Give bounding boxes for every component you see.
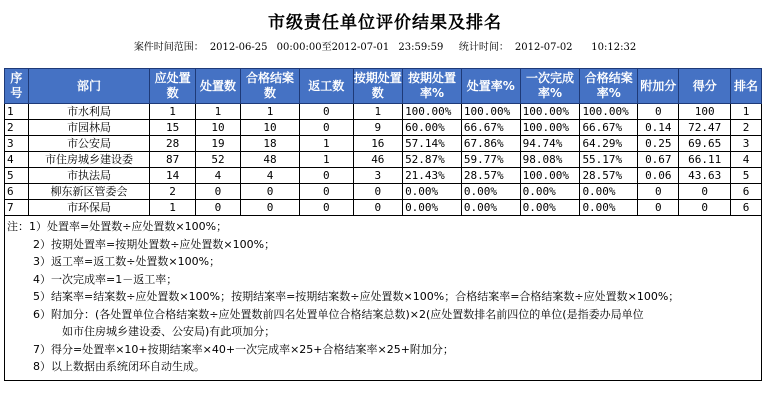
cell-dept: 市园林局 [28,120,150,136]
cell-due: 14 [150,168,195,184]
header-cell: 合格结案数 [241,69,300,104]
cell-ontime-rate: 21.43% [403,168,462,184]
cell-dept: 市住房城乡建设委 [28,152,150,168]
stat-label: 统计时间： [458,42,509,53]
cell-first-pass-rate: 94.74% [520,136,580,152]
note-line: 6）附加分：(各处置单位合格结案数÷应处置数前四名处置单位合格结案总数)×2(应处置数排名前四位的单位(是指委办局单位 [33,307,644,321]
cell-qualified: 4 [241,168,300,184]
cell-handle-rate: 67.86% [461,136,520,152]
cell-ontime-rate: 0.00% [403,200,462,216]
note-line: 2）按期处置率=按期处置数÷应处置数×100%； [33,237,276,251]
cell-handle-rate: 0.00% [461,200,520,216]
cell-handled: 19 [195,136,240,152]
cell-index: 7 [5,200,29,216]
cell-rework: 1 [299,152,353,168]
header-cell: 按期处置数 [353,69,403,104]
cell-rework: 0 [299,168,353,184]
cell-qualified: 48 [241,152,300,168]
note-line: 5）结案率=结案数÷应处置数×100%；按期结案率=按期结案数÷应处置数×100%；合格结案率=合格结案数÷应处置数×100%； [33,290,680,303]
cell-rank: 6 [731,184,762,200]
cell-score: 0 [679,184,731,200]
cell-first-pass-rate: 0.00% [520,184,580,200]
cell-bonus: 0.06 [638,168,679,184]
notes-block [4,216,762,381]
range-end-time: 23:59:59 [398,42,444,53]
cell-score: 0 [679,200,731,216]
header-cell: 得分 [679,69,731,104]
cell-handle-rate: 66.67% [461,120,520,136]
header-cell: 排名 [731,69,762,104]
cell-bonus: 0 [638,184,679,200]
cell-bonus: 0 [638,200,679,216]
note-line: 如市住房城乡建设委、公安局)有此项加分； [62,325,276,338]
cell-ontime: 0 [353,200,403,216]
note-line: 8）以上数据由系统闭环自动生成。 [33,360,205,373]
cell-rank: 5 [731,168,762,184]
cell-qualified-rate: 0.00% [580,200,638,216]
header-cell: 返工数 [299,69,353,104]
cell-bonus: 0.14 [638,120,679,136]
cell-index: 6 [5,184,29,200]
cell-dept: 市环保局 [28,200,150,216]
cell-rank: 2 [731,120,762,136]
note-line: 4）一次完成率=1－返工率； [33,272,178,286]
cell-qualified: 1 [241,104,300,120]
cell-qualified-rate: 64.29% [580,136,638,152]
cell-ontime: 0 [353,184,403,200]
cell-rank: 1 [731,104,762,120]
cell-score: 69.65 [679,136,731,152]
range-start: 2012-06-25 [209,42,268,53]
cell-due: 15 [150,120,195,136]
stat-date: 2012-07-02 [514,42,573,53]
cell-dept: 市公安局 [28,136,150,152]
cell-qualified-rate: 28.57% [580,168,638,184]
stat-time: 10:12:32 [591,42,637,53]
cell-rank: 4 [731,152,762,168]
cell-handled: 1 [195,104,240,120]
cell-ontime: 9 [353,120,403,136]
cell-qualified: 0 [241,200,300,216]
cell-first-pass-rate: 0.00% [520,200,580,216]
cell-rework: 0 [299,104,353,120]
cell-rework: 0 [299,120,353,136]
cell-index: 5 [5,168,29,184]
cell-due: 28 [150,136,195,152]
table-row [5,152,762,168]
table-row [5,200,762,216]
table-row [5,168,762,184]
report-meta [0,38,770,53]
cell-qualified-rate: 66.67% [580,120,638,136]
header-cell: 处置率% [461,69,520,104]
cell-bonus: 0.25 [638,136,679,152]
header-cell: 合格结案率% [580,69,638,104]
table-row [5,136,762,152]
cell-index: 4 [5,152,29,168]
cell-index: 1 [5,104,29,120]
table-row [5,104,762,120]
cell-first-pass-rate: 100.00% [520,168,580,184]
cell-qualified-rate: 55.17% [580,152,638,168]
cell-due: 1 [150,104,195,120]
cell-ontime: 46 [353,152,403,168]
cell-rank: 6 [731,200,762,216]
cell-handle-rate: 28.57% [461,168,520,184]
cell-qualified-rate: 0.00% [580,184,638,200]
cell-ontime-rate: 100.00% [403,104,462,120]
cell-first-pass-rate: 100.00% [520,104,580,120]
range-start-time: 00:00:00至2012-07-01 [276,42,390,53]
cell-ontime-rate: 0.00% [403,184,462,200]
cell-rework: 1 [299,136,353,152]
cell-handled: 0 [195,184,240,200]
cell-handled: 0 [195,200,240,216]
cell-ontime: 3 [353,168,403,184]
table-header-row [5,69,762,104]
cell-dept: 柳东新区管委会 [28,184,150,200]
cell-score: 43.63 [679,168,731,184]
header-cell: 部门 [28,69,150,104]
header-cell: 应处置数 [150,69,195,104]
cell-qualified-rate: 100.00% [580,104,638,120]
cell-handled: 4 [195,168,240,184]
cell-rework: 0 [299,184,353,200]
note-line: 3）返工率=返工数÷处置数×100%； [33,255,221,268]
cell-rank: 3 [731,136,762,152]
note-line: 注：1）处置率=处置数÷应处置数×100%； [7,220,228,233]
report-sheet [4,68,762,381]
range-label: 案件时间范围： [133,42,204,53]
cell-first-pass-rate: 100.00% [520,120,580,136]
cell-bonus: 0 [638,104,679,120]
cell-score: 66.11 [679,152,731,168]
cell-index: 3 [5,136,29,152]
cell-score: 100 [679,104,731,120]
cell-index: 2 [5,120,29,136]
cell-dept: 市执法局 [28,168,150,184]
table-row [5,120,762,136]
evaluation-table [4,68,762,216]
cell-ontime-rate: 57.14% [403,136,462,152]
cell-ontime: 1 [353,104,403,120]
cell-rework: 0 [299,200,353,216]
cell-first-pass-rate: 98.08% [520,152,580,168]
cell-qualified: 0 [241,184,300,200]
cell-handle-rate: 59.77% [461,152,520,168]
table-row [5,184,762,200]
cell-handle-rate: 100.00% [461,104,520,120]
header-cell: 附加分 [638,69,679,104]
header-cell: 按期处置率% [403,69,462,104]
cell-handled: 10 [195,120,240,136]
cell-due: 2 [150,184,195,200]
cell-ontime-rate: 52.87% [403,152,462,168]
table-body [5,104,762,216]
cell-due: 87 [150,152,195,168]
page-title: 市级责任单位评价结果及排名 [268,13,502,33]
cell-ontime: 16 [353,136,403,152]
header-cell: 序号 [5,69,29,104]
cell-qualified: 10 [241,120,300,136]
cell-score: 72.47 [679,120,731,136]
cell-ontime-rate: 60.00% [403,120,462,136]
cell-dept: 市水利局 [28,104,150,120]
header-cell: 一次完成率% [520,69,580,104]
cell-bonus: 0.67 [638,152,679,168]
cell-qualified: 18 [241,136,300,152]
cell-handle-rate: 0.00% [461,184,520,200]
cell-handled: 52 [195,152,240,168]
note-line: 7）得分=处置率×10+按期结案率×40+一次完成率×25+合格结案率×25+附加分； [33,342,454,356]
header-cell: 处置数 [195,69,240,104]
cell-due: 1 [150,200,195,216]
